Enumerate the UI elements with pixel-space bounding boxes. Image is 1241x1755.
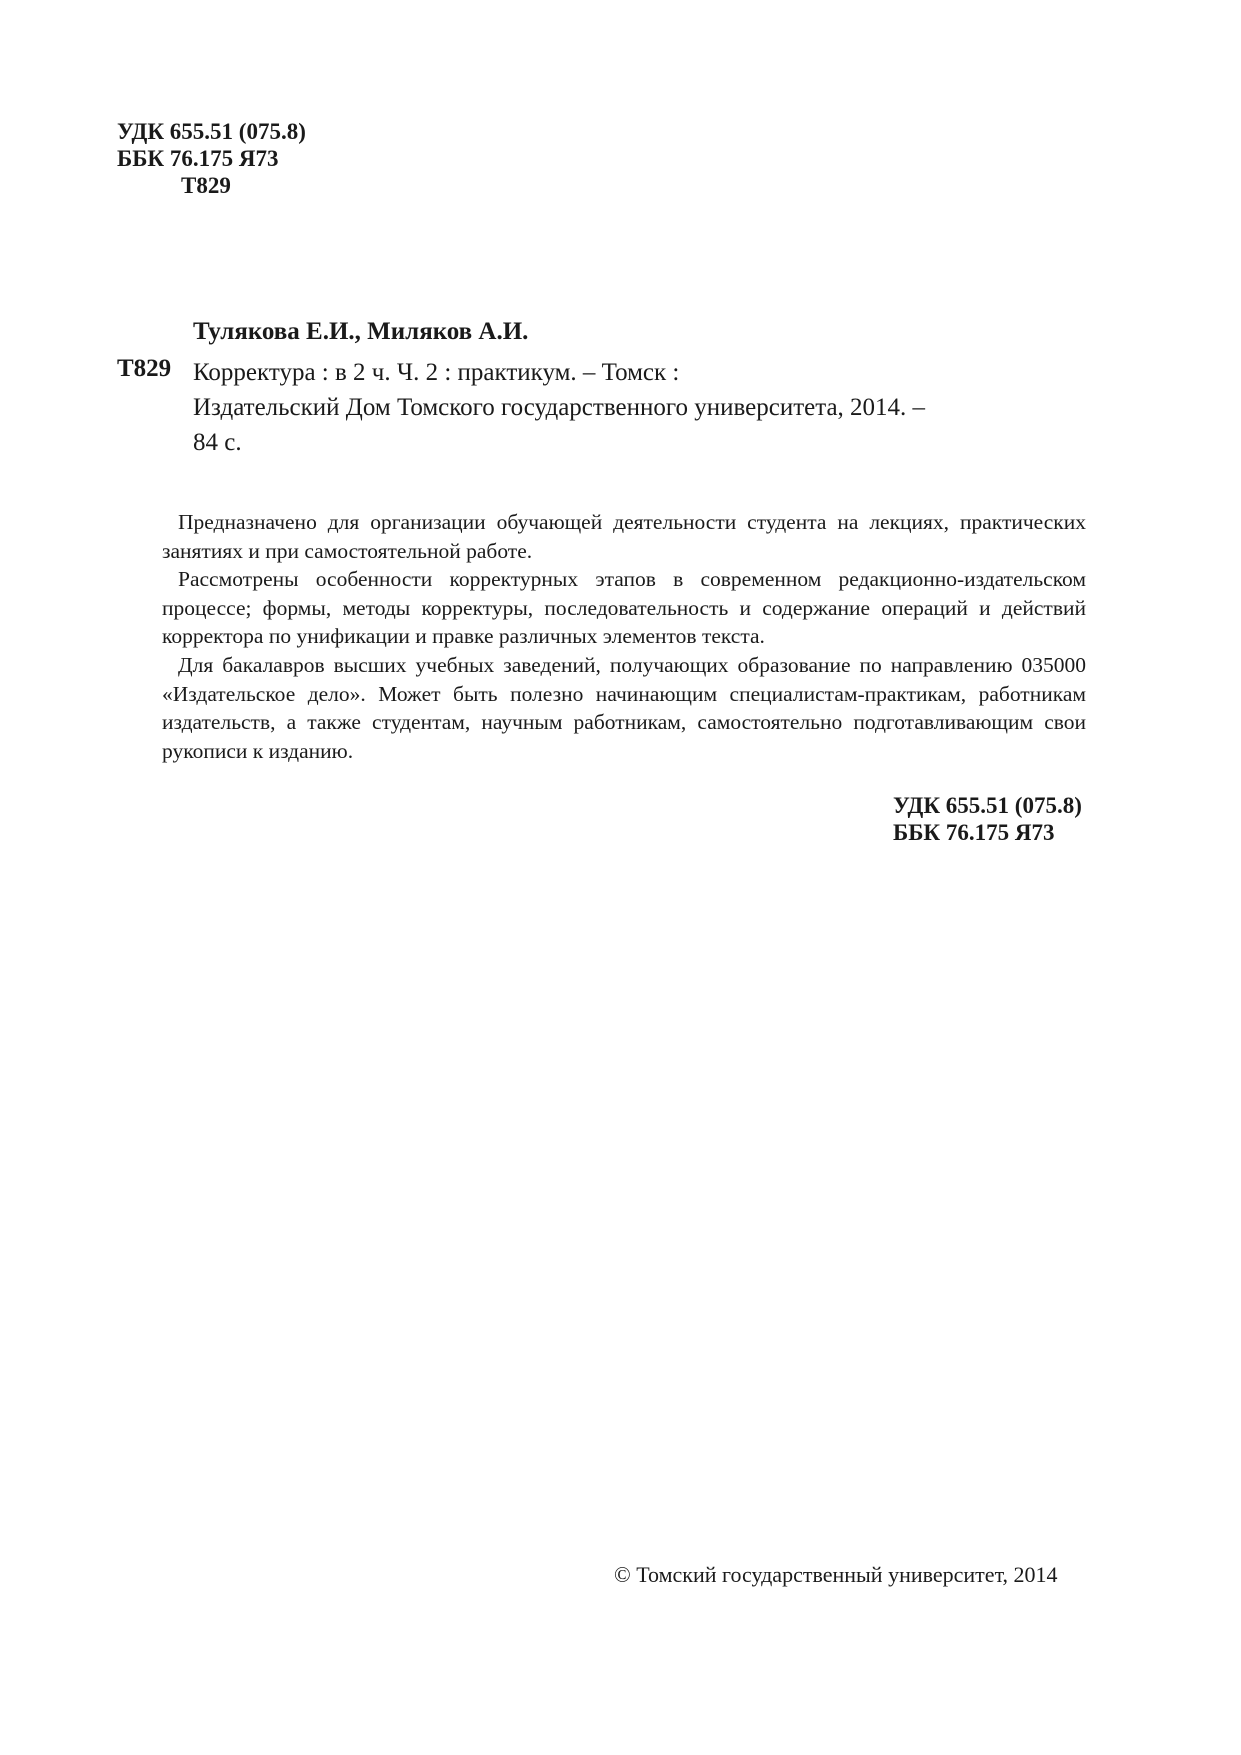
top-classification-block (117, 118, 306, 199)
annotation (162, 508, 1086, 765)
annotation-paragraph: Для бакалавров высших учебных заведений, получающих образование по направлению 035000 «Издательское дело». Может быть полезно начинающим специалистам-практикам, работникам издательств, а также студентам, научным работникам, самостоятельно подготавливающим свои рукописи к изданию. (162, 652, 1086, 763)
udk-code: УДК 655.51 (075.8) (117, 119, 306, 144)
bib-line: Издательский Дом Томского государственного университета, 2014. – (193, 394, 926, 421)
bib-line: 84 с. (193, 429, 242, 456)
bottom-classification-block (893, 792, 1082, 846)
author-mark-code: Т829 (181, 173, 231, 198)
bibliographic-description (193, 355, 1093, 460)
annotation-paragraph: Рассмотрены особенности корректурных этапов в современном редакционно-издательском процессе; формы, методы корректуры, последовательность и содержание операций и действий корректора по унификации и правке различных элементов текста. (162, 567, 1086, 649)
bbk-code: ББК 76.175 Я73 (893, 820, 1055, 845)
annotation-paragraph: Предназначено для организации обучающей деятельности студента на лекциях, практических занятиях и при самостоятельной работе. (162, 510, 1086, 563)
bib-author-mark: Т829 (117, 355, 172, 382)
bib-line: Корректура : в 2 ч. Ч. 2 : практикум. – Томск : (193, 359, 680, 386)
copyright-notice: © Томский государственный университет, 2014 (614, 1562, 1058, 1587)
bbk-code: ББК 76.175 Я73 (117, 146, 279, 171)
authors-heading: Тулякова Е.И., Миляков А.И. (193, 318, 529, 345)
udk-code: УДК 655.51 (075.8) (893, 793, 1082, 818)
